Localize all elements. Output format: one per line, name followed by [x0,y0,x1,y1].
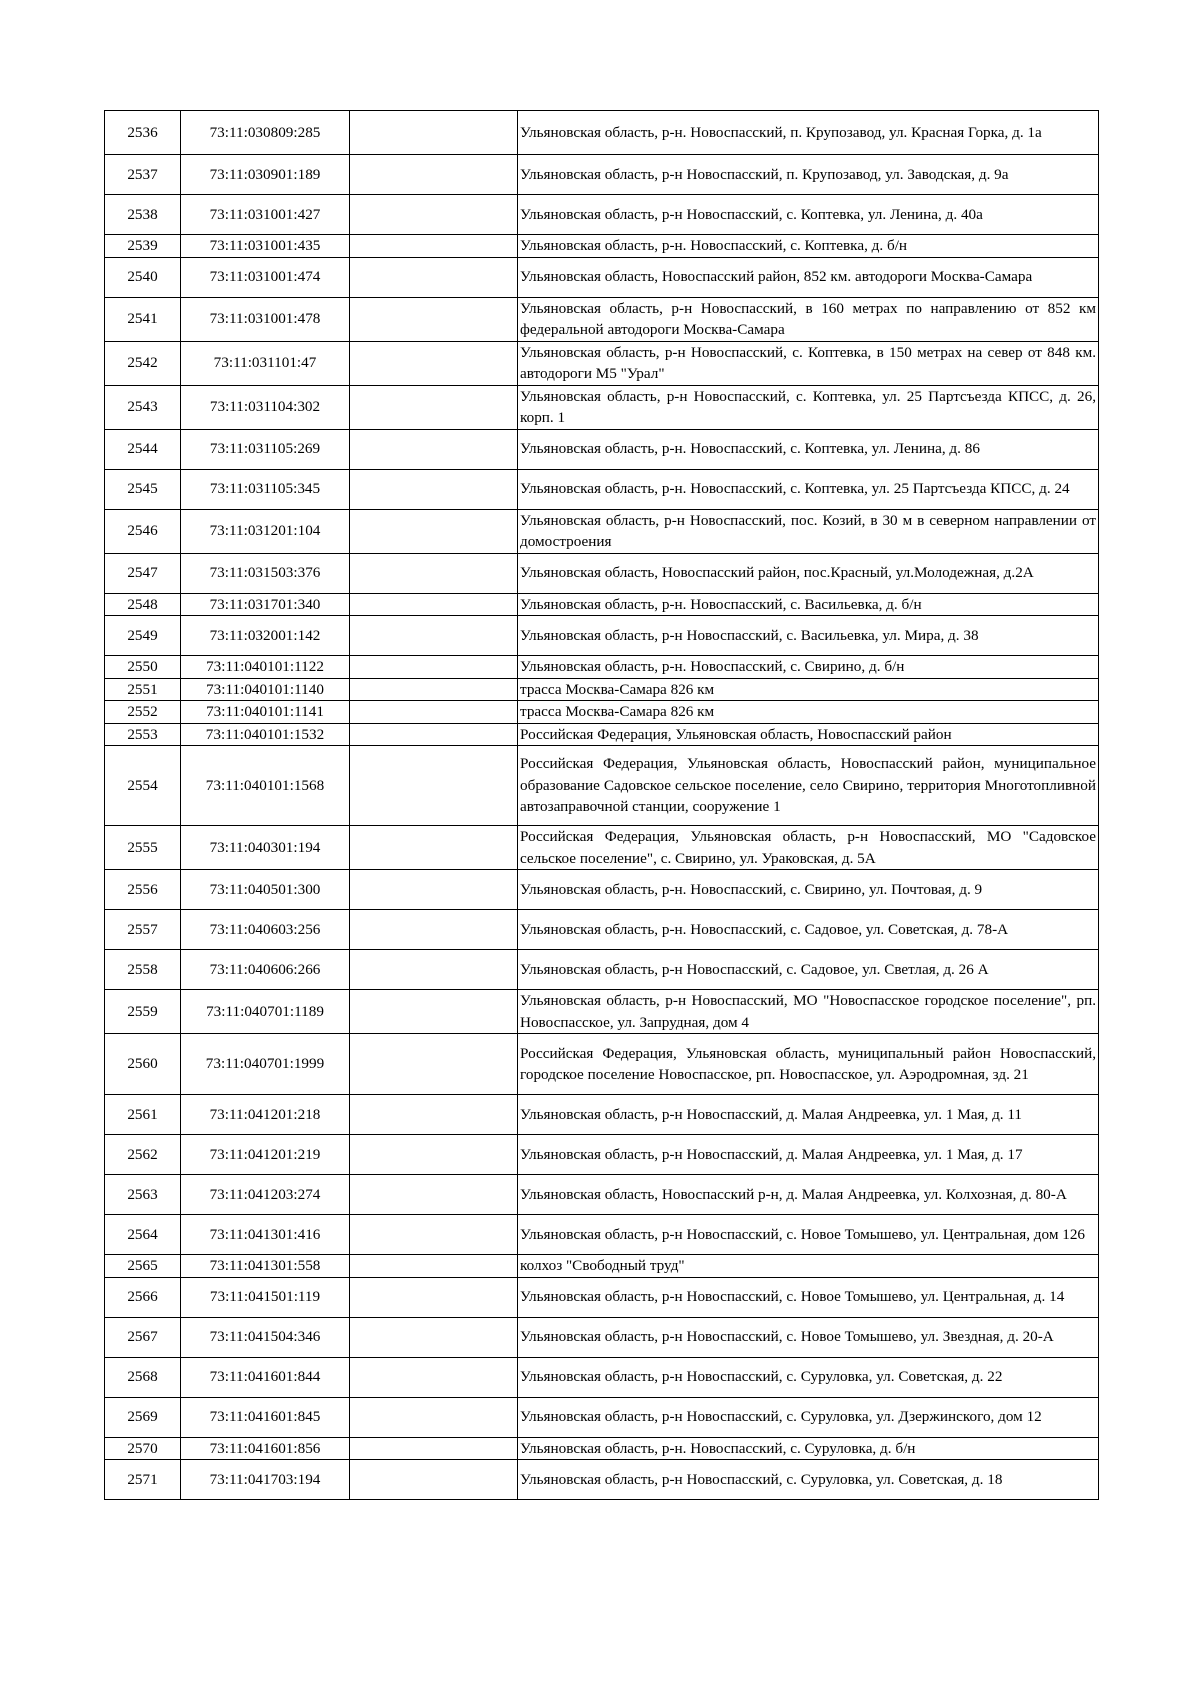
empty-cell [350,1317,518,1357]
table-row [105,235,1099,258]
address-cell: Ульяновская область, р-н Новоспасский, с. Коптевка, в 150 метрах на север от 848 км. автодороги М5 "Урал" [518,341,1099,385]
address-cell: Ульяновская область, р-н. Новоспасский, с. Коптевка, д. б/н [518,235,1099,258]
cadastral-number-cell: 73:11:040101:1140 [181,678,350,701]
address-cell: Российская Федерация, Ульяновская область, р-н Новоспасский, МО "Садовское сельское поселение", с. Свирино, ул. Ураковская, д. 5А [518,826,1099,870]
address-cell: Российская Федерация, Ульяновская область, Новоспасский район [518,723,1099,746]
cadastral-number-cell: 73:11:031105:269 [181,429,350,469]
table-row [105,870,1099,910]
empty-cell [350,701,518,724]
table-row [105,195,1099,235]
table-body [105,111,1099,1500]
table-row [105,950,1099,990]
cadastral-number-cell: 73:11:040701:1189 [181,990,350,1034]
empty-cell [350,1397,518,1437]
address-cell: Ульяновская область, р-н Новоспасский, д. Малая Андреевка, ул. 1 Мая, д. 11 [518,1095,1099,1135]
table-row [105,746,1099,826]
table-row [105,593,1099,616]
address-cell: Ульяновская область, р-н Новоспасский, в 160 метрах по направлению от 852 км федеральной автодороги Москва-Самара [518,297,1099,341]
cadastral-number-cell: 73:11:031001:474 [181,257,350,297]
row-number-cell: 2550 [105,656,181,679]
cadastral-number-cell: 73:11:041601:856 [181,1437,350,1460]
row-number-cell: 2561 [105,1095,181,1135]
cadastral-number-cell: 73:11:030901:189 [181,155,350,195]
empty-cell [350,678,518,701]
cadastral-number-cell: 73:11:041501:119 [181,1277,350,1317]
address-cell: Ульяновская область, р-н Новоспасский, с. Суруловка, ул. Советская, д. 22 [518,1357,1099,1397]
address-cell: Ульяновская область, р-н. Новоспасский, с. Коптевка, ул. 25 Партсъезда КПСС, д. 24 [518,469,1099,509]
table-row [105,155,1099,195]
row-number-cell: 2559 [105,990,181,1034]
address-cell: Ульяновская область, р-н Новоспасский, с. Коптевка, ул. Ленина, д. 40а [518,195,1099,235]
row-number-cell: 2540 [105,257,181,297]
row-number-cell: 2545 [105,469,181,509]
empty-cell [350,553,518,593]
empty-cell [350,257,518,297]
cadastral-number-cell: 73:11:031104:302 [181,385,350,429]
cadastral-number-cell: 73:11:041703:194 [181,1460,350,1500]
table-row [105,656,1099,679]
cadastral-number-cell: 73:11:040606:266 [181,950,350,990]
table-row [105,297,1099,341]
table-row [105,1215,1099,1255]
row-number-cell: 2566 [105,1277,181,1317]
row-number-cell: 2548 [105,593,181,616]
table-row [105,385,1099,429]
table-row [105,1095,1099,1135]
cadastral-number-cell: 73:11:040603:256 [181,910,350,950]
row-number-cell: 2538 [105,195,181,235]
row-number-cell: 2549 [105,616,181,656]
address-cell: Ульяновская область, р-н Новоспасский, с. Новое Томышево, ул. Центральная, д. 14 [518,1277,1099,1317]
row-number-cell: 2536 [105,111,181,155]
cadastral-number-cell: 73:11:031105:345 [181,469,350,509]
row-number-cell: 2554 [105,746,181,826]
cadastral-number-cell: 73:11:040101:1141 [181,701,350,724]
empty-cell [350,509,518,553]
address-cell: трасса Москва-Самара 826 км [518,701,1099,724]
empty-cell [350,1437,518,1460]
address-cell: Ульяновская область, р-н. Новоспасский, с. Коптевка, ул. Ленина, д. 86 [518,429,1099,469]
table-row [105,1034,1099,1095]
row-number-cell: 2568 [105,1357,181,1397]
address-cell: Ульяновская область, р-н. Новоспасский, с. Свирино, д. б/н [518,656,1099,679]
row-number-cell: 2551 [105,678,181,701]
cadastral-number-cell: 73:11:041301:416 [181,1215,350,1255]
empty-cell [350,1277,518,1317]
table-row [105,553,1099,593]
empty-cell [350,111,518,155]
table-row [105,616,1099,656]
empty-cell [350,235,518,258]
empty-cell [350,1460,518,1500]
row-number-cell: 2542 [105,341,181,385]
row-number-cell: 2556 [105,870,181,910]
address-cell: колхоз "Свободный труд" [518,1255,1099,1278]
address-cell: Ульяновская область, р-н. Новоспасский, с. Свирино, ул. Почтовая, д. 9 [518,870,1099,910]
document-page [104,110,1098,1500]
address-cell: Ульяновская область, Новоспасский р-н, д. Малая Андреевка, ул. Колхозная, д. 80-А [518,1175,1099,1215]
row-number-cell: 2570 [105,1437,181,1460]
empty-cell [350,469,518,509]
address-cell: Ульяновская область, р-н Новоспасский, д. Малая Андреевка, ул. 1 Мая, д. 17 [518,1135,1099,1175]
cadastral-number-cell: 73:11:031001:427 [181,195,350,235]
empty-cell [350,1357,518,1397]
table-row [105,723,1099,746]
cadastral-number-cell: 73:11:032001:142 [181,616,350,656]
cadastral-number-cell: 73:11:040101:1122 [181,656,350,679]
empty-cell [350,746,518,826]
empty-cell [350,429,518,469]
table-row [105,469,1099,509]
table-row [105,429,1099,469]
row-number-cell: 2543 [105,385,181,429]
cadastral-number-cell: 73:11:041301:558 [181,1255,350,1278]
address-cell: Ульяновская область, р-н Новоспасский, с. Васильевка, ул. Мира, д. 38 [518,616,1099,656]
table-row [105,111,1099,155]
address-cell: Ульяновская область, р-н Новоспасский, с. Садовое, ул. Светлая, д. 26 А [518,950,1099,990]
row-number-cell: 2557 [105,910,181,950]
row-number-cell: 2571 [105,1460,181,1500]
table-row [105,1175,1099,1215]
table-row [105,678,1099,701]
row-number-cell: 2564 [105,1215,181,1255]
table-row [105,990,1099,1034]
table-row [105,341,1099,385]
empty-cell [350,723,518,746]
empty-cell [350,341,518,385]
cadastral-number-cell: 73:11:031001:435 [181,235,350,258]
cadastral-number-cell: 73:11:031701:340 [181,593,350,616]
row-number-cell: 2552 [105,701,181,724]
empty-cell [350,990,518,1034]
address-cell: Ульяновская область, р-н Новоспасский, с. Новое Томышево, ул. Звездная, д. 20-А [518,1317,1099,1357]
address-cell: Ульяновская область, р-н Новоспасский, пос. Козий, в 30 м в северном направлении от домостроения [518,509,1099,553]
address-cell: Российская Федерация, Ульяновская область, муниципальный район Новоспасский, городское поселение Новоспасское, рп. Новоспасское, ул. Аэродромная, зд. 21 [518,1034,1099,1095]
cadastral-number-cell: 73:11:041601:845 [181,1397,350,1437]
empty-cell [350,385,518,429]
table-row [105,1397,1099,1437]
table-row [105,826,1099,870]
row-number-cell: 2541 [105,297,181,341]
address-cell: Ульяновская область, р-н Новоспасский, МО "Новоспасское городское поселение", рп. Новоспасское, ул. Запрудная, дом 4 [518,990,1099,1034]
cadastral-number-cell: 73:11:031001:478 [181,297,350,341]
table-row [105,1357,1099,1397]
empty-cell [350,656,518,679]
address-cell: Ульяновская область, р-н Новоспасский, с. Суруловка, ул. Советская, д. 18 [518,1460,1099,1500]
address-cell: Ульяновская область, р-н. Новоспасский, с. Суруловка, д. б/н [518,1437,1099,1460]
empty-cell [350,297,518,341]
empty-cell [350,1034,518,1095]
empty-cell [350,910,518,950]
address-cell: Ульяновская область, р-н Новоспасский, п. Крупозавод, ул. Заводская, д. 9а [518,155,1099,195]
row-number-cell: 2547 [105,553,181,593]
empty-cell [350,826,518,870]
empty-cell [350,616,518,656]
row-number-cell: 2544 [105,429,181,469]
cadastral-number-cell: 73:11:030809:285 [181,111,350,155]
cadastral-number-cell: 73:11:041201:218 [181,1095,350,1135]
cadastral-number-cell: 73:11:031201:104 [181,509,350,553]
empty-cell [350,950,518,990]
address-cell: Ульяновская область, р-н. Новоспасский, п. Крупозавод, ул. Красная Горка, д. 1а [518,111,1099,155]
row-number-cell: 2558 [105,950,181,990]
address-cell: Ульяновская область, р-н. Новоспасский, с. Садовое, ул. Советская, д. 78-А [518,910,1099,950]
empty-cell [350,1175,518,1215]
cadastral-number-cell: 73:11:041601:844 [181,1357,350,1397]
row-number-cell: 2567 [105,1317,181,1357]
empty-cell [350,870,518,910]
empty-cell [350,1215,518,1255]
address-cell: Ульяновская область, р-н Новоспасский, с. Суруловка, ул. Дзержинского, дом 12 [518,1397,1099,1437]
empty-cell [350,195,518,235]
address-cell: Ульяновская область, р-н Новоспасский, с. Новое Томышево, ул. Центральная, дом 126 [518,1215,1099,1255]
address-cell: Ульяновская область, Новоспасский район, пос.Красный, ул.Молодежная, д.2А [518,553,1099,593]
row-number-cell: 2539 [105,235,181,258]
row-number-cell: 2537 [105,155,181,195]
row-number-cell: 2563 [105,1175,181,1215]
address-cell: трасса Москва-Самара 826 км [518,678,1099,701]
empty-cell [350,1095,518,1135]
cadastral-number-cell: 73:11:041203:274 [181,1175,350,1215]
table-row [105,1135,1099,1175]
table-row [105,1317,1099,1357]
table-row [105,701,1099,724]
address-cell: Ульяновская область, р-н Новоспасский, с. Коптевка, ул. 25 Партсъезда КПСС, д. 26, корп. 1 [518,385,1099,429]
empty-cell [350,155,518,195]
address-cell: Ульяновская область, р-н. Новоспасский, с. Васильевка, д. б/н [518,593,1099,616]
address-cell: Ульяновская область, Новоспасский район, 852 км. автодороги Москва-Самара [518,257,1099,297]
cadastral-number-cell: 73:11:041504:346 [181,1317,350,1357]
cadastral-number-cell: 73:11:040101:1532 [181,723,350,746]
row-number-cell: 2562 [105,1135,181,1175]
address-cell: Российская Федерация, Ульяновская область, Новоспасский район, муниципальное образование Садовское сельское поселение, село Свирино, территория Многотопливной автозаправочной станции, сооружение 1 [518,746,1099,826]
cadastral-number-cell: 73:11:040301:194 [181,826,350,870]
cadastral-number-cell: 73:11:041201:219 [181,1135,350,1175]
table-row [105,910,1099,950]
table-row [105,1255,1099,1278]
cadastral-number-cell: 73:11:031101:47 [181,341,350,385]
cadastral-number-cell: 73:11:040501:300 [181,870,350,910]
cadastral-registry-table [104,110,1099,1500]
row-number-cell: 2553 [105,723,181,746]
table-row [105,1437,1099,1460]
table-row [105,257,1099,297]
empty-cell [350,1255,518,1278]
empty-cell [350,1135,518,1175]
row-number-cell: 2565 [105,1255,181,1278]
empty-cell [350,593,518,616]
row-number-cell: 2546 [105,509,181,553]
cadastral-number-cell: 73:11:031503:376 [181,553,350,593]
row-number-cell: 2555 [105,826,181,870]
row-number-cell: 2560 [105,1034,181,1095]
table-row [105,1277,1099,1317]
cadastral-number-cell: 73:11:040101:1568 [181,746,350,826]
cadastral-number-cell: 73:11:040701:1999 [181,1034,350,1095]
table-row [105,1460,1099,1500]
table-row [105,509,1099,553]
row-number-cell: 2569 [105,1397,181,1437]
